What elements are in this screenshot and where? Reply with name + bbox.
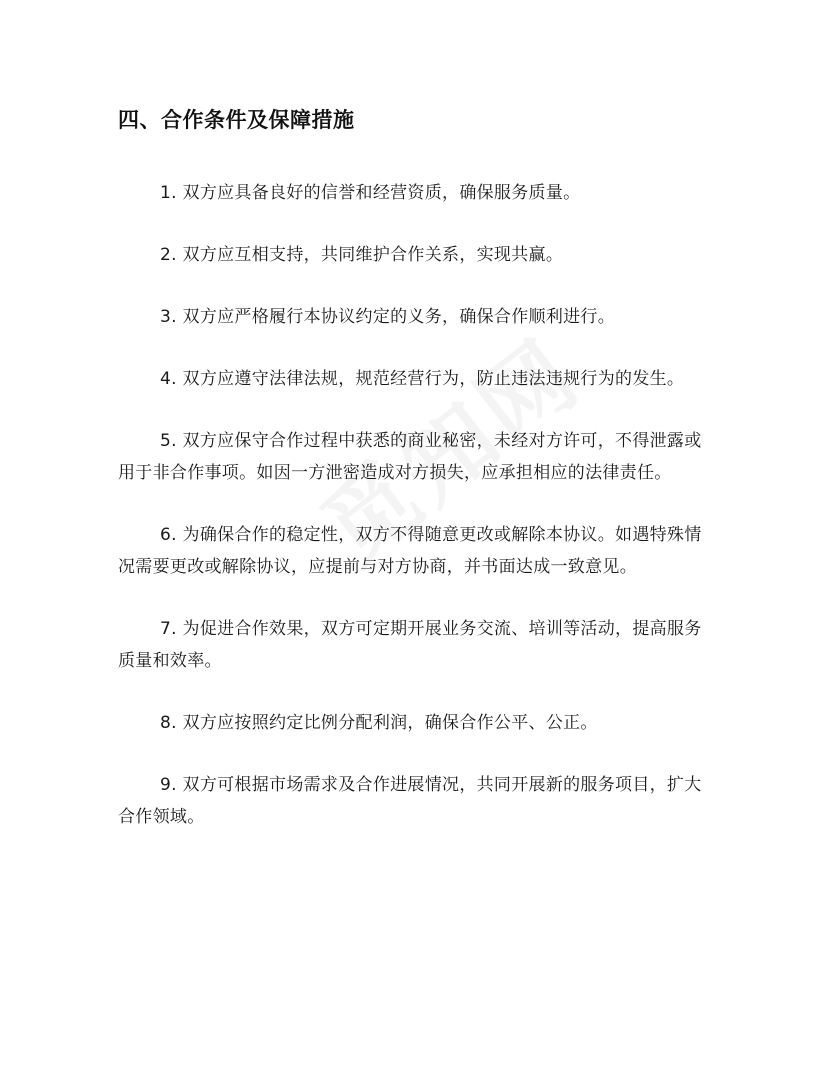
section-body — [118, 177, 706, 863]
section-heading: 四、合作条件及保障措施 — [118, 108, 355, 132]
list-item-2: 2. 双方应互相支持，共同维护合作关系，实现共赢。 — [160, 245, 564, 265]
list-item-4: 4. 双方应遵守法律法规，规范经营行为，防止违法违规行为的发生。 — [160, 369, 685, 389]
list-item-8: 8. 双方应按照约定比例分配利润，确保合作公平、公正。 — [160, 713, 598, 733]
list-item-6: 6. 为确保合作的稳定性，双方不得随意更改或解除本协议。如遇特殊情况需要更改或解除协议，应提前与对方协商，并书面达成一致意见。 — [118, 525, 702, 577]
list-item-5: 5. 双方应保守合作过程中获悉的商业秘密，未经对方许可，不得泄露或用于非合作事项。如因一方泄密造成对方损失，应承担相应的法律责任。 — [118, 431, 702, 483]
list-item-3: 3. 双方应严格履行本协议约定的义务，确保合作顺利进行。 — [160, 307, 616, 327]
list-item-7: 7. 为促进合作效果，双方可定期开展业务交流、培训等活动，提高服务质量和效率。 — [118, 619, 702, 671]
list-item-1: 1. 双方应具备良好的信誉和经营资质，确保服务质量。 — [160, 183, 581, 203]
list-item-9: 9. 双方可根据市场需求及合作进展情况，共同开展新的服务项目，扩大合作领域。 — [118, 775, 702, 827]
